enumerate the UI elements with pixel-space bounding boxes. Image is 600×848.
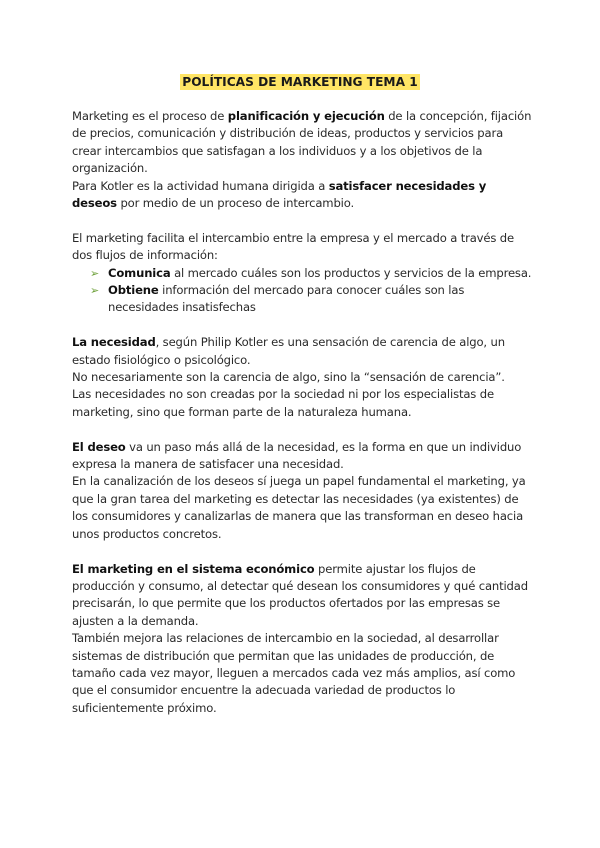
text-run: por medio de un proceso de intercambio. (116, 196, 354, 211)
paragraph-flows-intro: El marketing facilita el intercambio entre la empresa y el mercado a través de dos flujos de información: (72, 230, 514, 263)
bold-term-comunica: Comunica (108, 265, 171, 280)
list-item (90, 265, 532, 282)
paragraph-sistema (72, 561, 532, 631)
document-body (72, 108, 532, 717)
bold-term-planificacion: planificación y ejecución (227, 109, 385, 123)
text-run: , según Philip Kotler es una sensación de carencia de algo, un estado fisiológico o psicológico. (72, 335, 505, 367)
spacer (72, 212, 532, 229)
document-title (0, 74, 600, 91)
text-run: al mercado cuáles son los productos y servicios de la empresa. (170, 265, 532, 280)
text-run: de la concepción, fijación de precios, comunicación y distribución de ideas, productos y servicios para crear intercambios que satisfagan a los individuos y a los objetivos de la organización. (72, 109, 532, 176)
paragraph-deseo (72, 439, 532, 474)
bold-term-deseo: El deseo (72, 439, 126, 454)
paragraph-necesidad-3: Las necesidades no son creadas por la sociedad ni por los especialistas de marketing, sino que forman parte de la naturaleza humana. (72, 387, 494, 419)
text-run: Para Kotler es la actividad humana dirigida a (72, 178, 329, 193)
spacer (72, 317, 532, 334)
bold-term-obtiene: Obtiene (108, 283, 159, 298)
spacer (72, 421, 532, 438)
bold-term-necesidad: La necesidad (72, 335, 156, 350)
text-run: información del mercado para conocer cuáles son las necesidades insatisfechas (108, 283, 465, 315)
arrowhead-right-icon: ➢ (90, 284, 100, 298)
paragraph-marketing-definition (72, 108, 532, 178)
paragraph-necesidad-2: No necesariamente son la carencia de algo, sino la “sensación de carencia”. (72, 370, 505, 385)
paragraph-sistema-2: También mejora las relaciones de intercambio en la sociedad, al desarrollar sistemas de distribución que permitan que las unidades de producción, de tamaño cada vez mayor, lleguen a mercados cada vez más amplios, así como que el consumidor encuentre la adecuada variedad de productos lo suficientemente próximo. (72, 631, 516, 715)
text-run: permite ajustar los flujos de producción y consumo, al detectar qué desean los consumidores y qué cantidad precisarán, lo que permite que los productos ofertados por las empresas se ajusten a la demanda. (72, 561, 528, 628)
bold-term-sistema: El marketing en el sistema económico (72, 561, 315, 576)
text-run: va un paso más allá de la necesidad, es la forma en que un individuo expresa la manera de satisfacer una necesidad. (72, 439, 522, 472)
title-highlight: POLÍTICAS DE MARKETING TEMA 1 (182, 75, 418, 89)
paragraph-deseo-2: En la canalización de los deseos sí juega un papel fundamental el marketing, ya que la gran tarea del marketing es detectar las necesidades (ya existentes) de los consumidores y canalizarlas de manera que las transforman en deseo hacia unos productos concretos. (72, 474, 526, 541)
flows-list (72, 265, 532, 317)
arrowhead-right-icon: ➢ (90, 266, 100, 280)
paragraph-kotler-definition (72, 178, 532, 213)
paragraph-necesidad (72, 334, 532, 369)
bold-term-satisfacer: satisfacer necesidades y deseos (72, 178, 487, 211)
list-item (90, 282, 532, 317)
spacer (72, 543, 532, 560)
text-run: Marketing es el proceso de (72, 109, 228, 123)
